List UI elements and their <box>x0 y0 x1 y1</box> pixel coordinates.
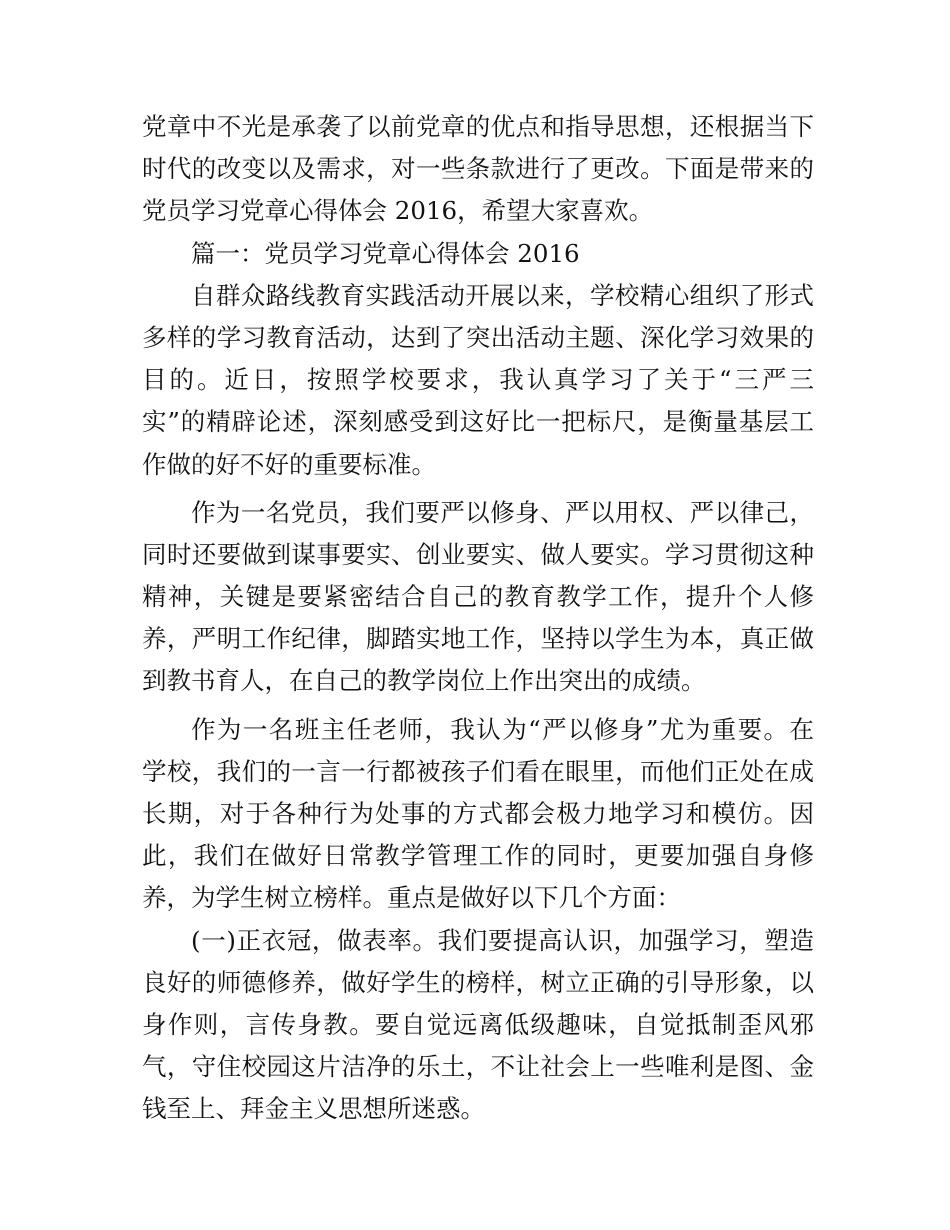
text-line: 作为一名党员，我们要严以修身、严以用权、严以律己， <box>191 497 814 527</box>
text-line: 此，我们在做好日常教学管理工作的同时，更要加强自身修 <box>142 841 814 871</box>
text-line: 时代的改变以及需求，对一些条款进行了更改。下面是带来的 <box>142 154 814 184</box>
text-line: 实”的精辟论述，深刻感受到这好比一把标尺，是衡量基层工 <box>142 407 814 437</box>
text-line: 多样的学习教育活动，达到了突出活动主题、深化学习效果的 <box>142 322 814 352</box>
text-line: 养，严明工作纪律，脚踏实地工作，坚持以学生为本，真正做 <box>142 624 814 654</box>
text-line: 良好的师德修养，做好学生的榜样，树立正确的引导形象，以 <box>142 967 814 997</box>
text-line: 到教书育人，在自己的教学岗位上作出突出的成绩。 <box>142 666 706 696</box>
text-line: 气，守住校园这片洁净的乐土，不让社会上一些唯利是图、金 <box>142 1052 814 1082</box>
text-line: 党章中不光是承袭了以前党章的优点和指导思想，还根据当下 <box>142 112 814 141</box>
text-line: 身作则，言传身教。要自觉远离低级趣味，自觉抵制歪风邪 <box>142 1009 814 1039</box>
text-line: 长期，对于各种行为处事的方式都会极力地学习和模仿。因 <box>142 799 814 828</box>
text-line: (一)正衣冠，做表率。我们要提高认识，加强学习，塑造 <box>191 925 814 955</box>
text-line: 作为一名班主任老师，我认为“严以修身”尤为重要。在 <box>191 714 814 744</box>
text-line: 钱至上、拜金主义思想所迷惑。 <box>142 1094 485 1124</box>
text-line: 作做的好不好的重要标准。 <box>142 449 436 479</box>
text-line: 学校，我们的一言一行都被孩子们看在眼里，而他们正处在成 <box>142 756 814 786</box>
text-line: 精神，关键是要紧密结合自己的教育教学工作，提升个人修 <box>142 582 814 612</box>
document-body <box>142 106 814 1131</box>
text-line: 同时还要做到谋事要实、创业要实、做人要实。学习贯彻这种 <box>142 539 814 569</box>
text-line: 自群众路线教育实践活动开展以来，学校精心组织了形式 <box>191 280 814 310</box>
section-heading: 篇一：党员学习党章心得体会 2016 <box>191 238 580 268</box>
text-line: 目的。近日，按照学校要求，我认真学习了关于“三严三 <box>142 365 814 395</box>
text-line: 党员学习党章心得体会 2016，希望大家喜欢。 <box>142 196 654 226</box>
text-line: 养，为学生树立榜样。重点是做好以下几个方面： <box>142 883 681 913</box>
